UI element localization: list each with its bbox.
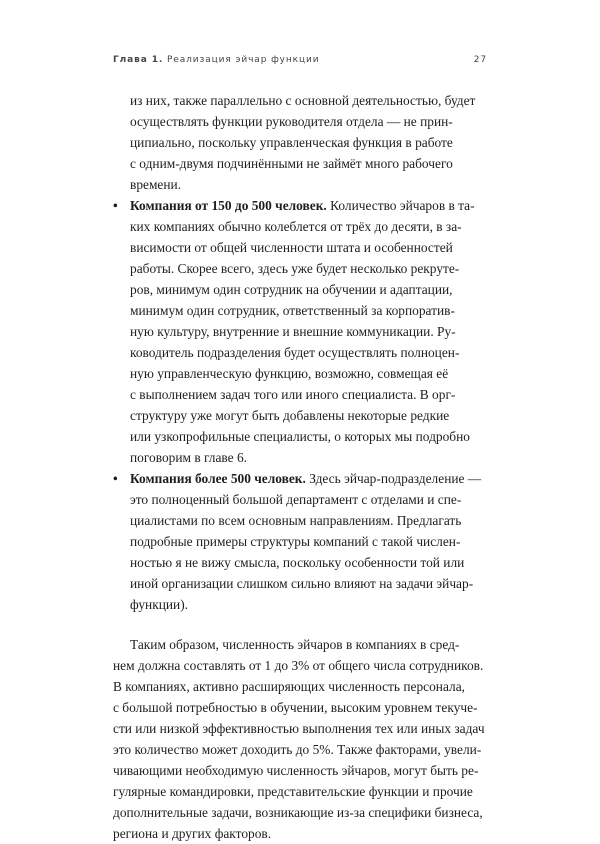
text-line: ную управленческую функцию, возможно, совмещая её xyxy=(130,366,449,381)
text-line: гулярные командировки, представительские функции и прочие xyxy=(113,784,473,799)
chapter-heading xyxy=(113,55,320,65)
text-line: это полноценный большой департамент с отделами и спе- xyxy=(130,492,462,507)
text-line: поговорим в главе 6. xyxy=(130,450,248,465)
page-number: 27 xyxy=(473,55,487,65)
text-line: Таким образом, численность эйчаров в компаниях в сред- xyxy=(130,637,460,652)
text-line: дополнительные задачи, возникающие из-за специфики бизнеса, xyxy=(113,805,483,820)
text-line: ров, минимум один сотрудник на обучении и адаптации, xyxy=(130,282,453,297)
chapter-title: Реализация эйчар функции xyxy=(166,55,320,65)
text-line: ципиально, поскольку управленческая функция в работе xyxy=(130,135,453,150)
continuation-block xyxy=(113,90,489,195)
text-line: осуществлять функции руководителя отдела — не прин- xyxy=(130,114,453,129)
bullet-title: Компания более 500 человек. xyxy=(130,471,306,486)
running-header xyxy=(113,55,487,69)
text-line: Количество эйчаров в та- xyxy=(326,198,475,213)
text-line: с одним-двумя подчинёнными не займёт много рабочего xyxy=(130,156,453,171)
text-line: висимости от общей численности штата и особенностей xyxy=(130,240,453,255)
text-line: В компаниях, активно расширяющих численность персонала, xyxy=(113,679,465,694)
text-line: из них, также параллельно с основной деятельностью, будет xyxy=(130,93,476,108)
text-line: ких компаниях обычно колеблется от трёх до десяти, в за- xyxy=(130,219,462,234)
text-line: иной организации слишком сильно влияют на задачи эйчар- xyxy=(130,576,474,591)
text-line: ностью я не вижу смысла, поскольку особенности той или xyxy=(130,555,465,570)
text-line: функции). xyxy=(130,597,189,612)
text-line: это количество может доходить до 5%. Также факторами, увели- xyxy=(113,742,482,757)
text-line: ководитель подразделения будет осуществлять полноцен- xyxy=(130,345,460,360)
text-line: ную культуру, внутренние и внешние коммуникации. Ру- xyxy=(130,324,456,339)
text-line: структуру уже могут быть добавлены некоторые редкие xyxy=(130,408,450,423)
bullet-icon: • xyxy=(113,471,118,486)
text-line: циалистами по всем основным направлениям. Предлагать xyxy=(130,513,462,528)
text-line: или узкопрофильные специалисты, о которых мы подробно xyxy=(130,429,470,444)
text-line: подробные примеры структуры компаний с такой числен- xyxy=(130,534,461,549)
bullet-title: Компания от 150 до 500 человек. xyxy=(130,198,327,213)
text-line: региона и других факторов. xyxy=(113,826,272,841)
chapter-label: Глава 1. xyxy=(113,55,164,65)
text-line: с выполнением задач того или иного специалиста. В орг- xyxy=(130,387,456,402)
paragraph-gap xyxy=(113,615,489,634)
bullet-item-150-500 xyxy=(113,195,489,468)
text-line: сти или низкой эффективностью выполнения тех или иных задач xyxy=(113,721,485,736)
text-line: времени. xyxy=(130,177,182,192)
text-line: работы. Скорее всего, здесь уже будет несколько рекруте- xyxy=(130,261,460,276)
text-line: с большой потребностью в обучении, высоким уровнем текуче- xyxy=(113,700,478,715)
text-line: чивающими необходимую численность эйчаров, могут быть ре- xyxy=(113,763,479,778)
text-line: Здесь эйчар-подразделение — xyxy=(305,471,482,486)
text-line: минимум один сотрудник, ответственный за корпоратив- xyxy=(130,303,455,318)
bullet-item-500-plus xyxy=(113,468,489,615)
text-line: нем должна составлять от 1 до 3% от общего числа сотрудников. xyxy=(113,658,484,673)
body-text xyxy=(113,90,489,844)
bullet-icon: • xyxy=(113,198,118,213)
summary-paragraph xyxy=(113,634,489,844)
